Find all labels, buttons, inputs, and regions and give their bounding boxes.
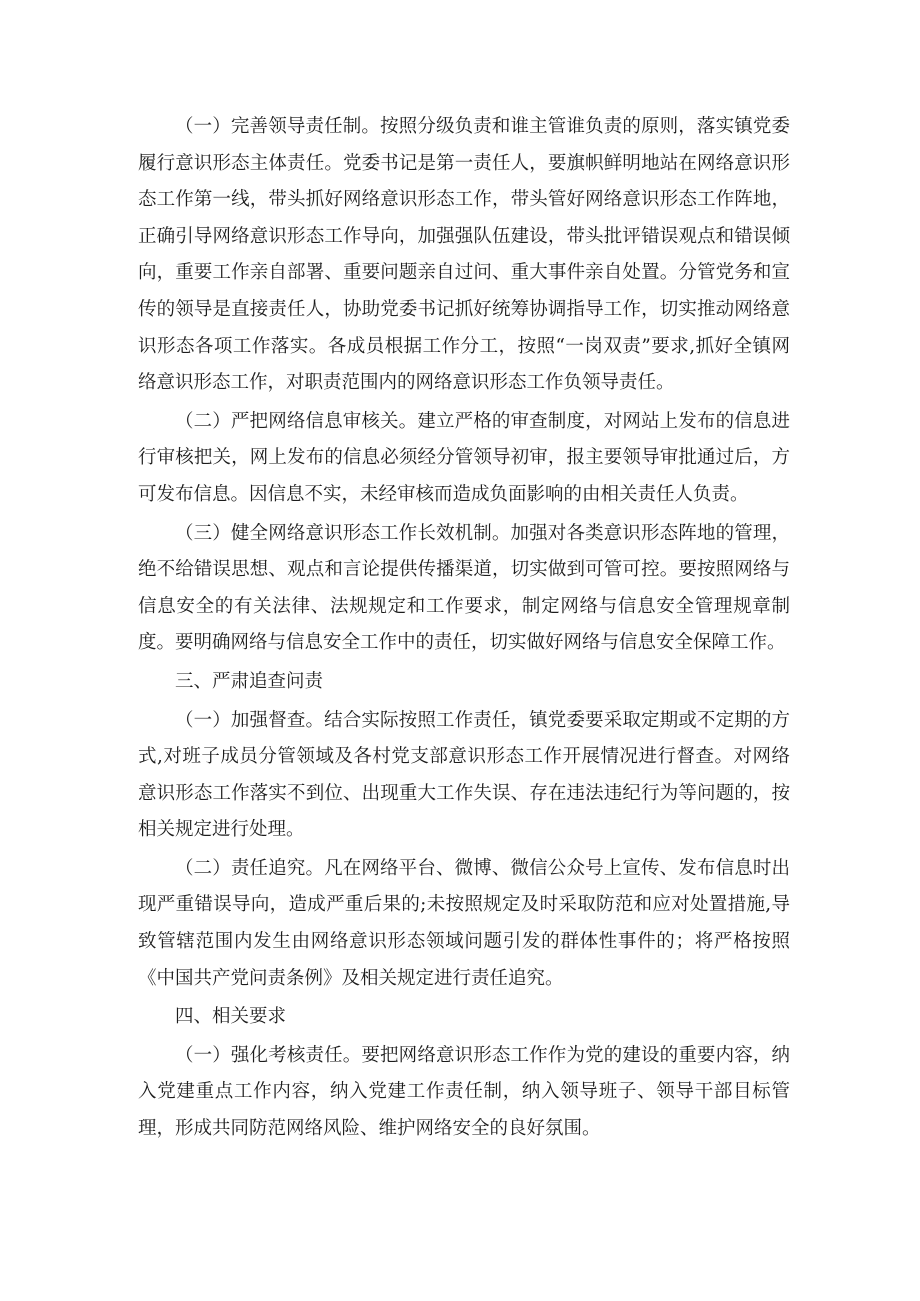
paragraph-leadership-responsibility: （一）完善领导责任制。按照分级负责和谁主管谁负责的原则，落实镇党委履行意识形态主体责任。党委书记是第一责任人，要旗帜鲜明地站在网络意识形态工作第一线，带头抓好网络意识形态工作，带头管好网络意识形态工作阵地，正确引导网络意识形态工作导向，加强强队伍建设，带头批评错误观点和错误倾向，重要工作亲自部署、重要问题亲自过问、重大事件亲自处置。分管党务和宣传的领导是直接责任人，协助党委书记抓好统筹协调指导工作，切实推动网络意识形态各项工作落实。各成员根据工作分工，按照“一岗双责”要求,抓好全镇网络意识形态工作，对职责范围内的网络意识形态工作负领导责任。 bbox=[138, 116, 790, 394]
paragraph-supervision: （一）加强督查。结合实际按照工作责任，镇党委要采取定期或不定期的方式,对班子成员分管领域及各村党支部意识形态工作开展情况进行督查。对网络意识形态工作落实不到位、出现重大工作失误、存在违法违纪行为等问题的，按相关规定进行处理。 bbox=[138, 709, 790, 841]
section-heading-requirements: 四、相关要求 bbox=[175, 1006, 287, 1028]
paragraph-accountability: （二）责任追究。凡在网络平台、微博、微信公众号上宣传、发布信息时出现严重错误导向，造成严重后果的;未按照规定及时采取防范和应对处置措施,导致管辖范围内发生由网络意识形态领域问题引发的群体性事件的；将严格按照《中国共产党问责条例》及相关规定进行责任追究。 bbox=[138, 857, 790, 989]
document-body bbox=[138, 109, 790, 1150]
section-heading-accountability: 三、严肃追查问责 bbox=[175, 670, 324, 692]
paragraph-assessment: （一）强化考核责任。要把网络意识形态工作作为党的建设的重要内容，纳入党建重点工作内容，纳入党建工作责任制，纳入领导班子、领导干部目标管理，形成共同防范网络风险、维护网络安全的良好氛围。 bbox=[138, 1044, 790, 1140]
paragraph-information-review: （二）严把网络信息审核关。建立严格的审查制度，对网站上发布的信息进行审核把关，网上发布的信息必须经分管领导初审，报主要领导审批通过后，方可发布信息。因信息不实，未经审核而造成负面影响的由相关责任人负责。 bbox=[138, 410, 790, 505]
paragraph-long-term-mechanism: （三）健全网络意识形态工作长效机制。加强对各类意识形态阵地的管理，绝不给错误思想、观点和言论提供传播渠道，切实做到可管可控。要按照网络与信息安全的有关法律、法规规定和工作要求，制定网络与信息安全管理规章制度。要明确网络与信息安全工作中的责任，切实做好网络与信息安全保障工作。 bbox=[138, 522, 790, 654]
